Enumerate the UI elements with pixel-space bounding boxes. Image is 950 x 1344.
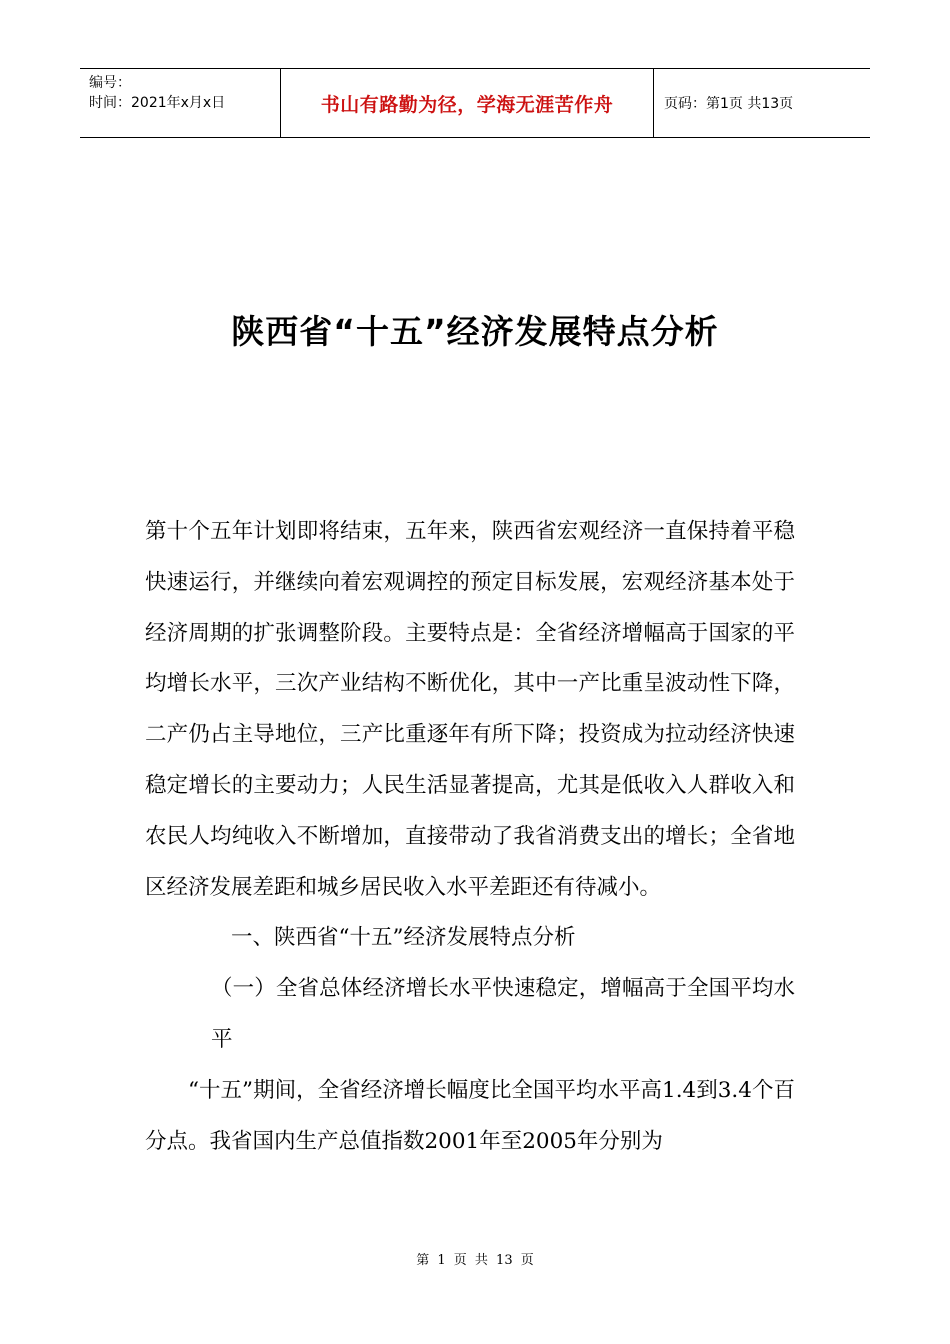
document-title: 陕西省“十五”经济发展特点分析 bbox=[231, 312, 719, 351]
subsection-heading-text: （一）全省总体经济增长水平快速稳定，增幅高于全国平均水平 bbox=[211, 976, 795, 1052]
page-header bbox=[80, 68, 870, 138]
header-motto: 书山有路勤为径，学海无涯苦作舟 bbox=[280, 69, 654, 137]
page-footer: 第 1 页 共 13 页 bbox=[416, 1253, 534, 1268]
subsection-heading bbox=[145, 964, 795, 1066]
document-date-label: 时间：2021年x月x日 bbox=[89, 95, 226, 111]
section-heading: 一、陕西省“十五”经济发展特点分析 bbox=[231, 925, 576, 951]
header-page-info: 页码：第1页 共13页 bbox=[664, 96, 794, 112]
header-meta bbox=[80, 69, 280, 137]
document-number-label: 编号： bbox=[89, 75, 131, 91]
body-paragraph: “十五”期间，全省经济增长幅度比全国平均水平高1.4到3.4个百分点。我省国内生产总值指数2001年至2005年分别为 bbox=[145, 1077, 795, 1154]
document-body bbox=[145, 507, 795, 1167]
intro-paragraph: 第十个五年计划即将结束，五年来，陕西省宏观经济一直保持着平稳快速运行，并继续向着宏观调控的预定目标发展，宏观经济基本处于经济周期的扩张调整阶段。主要特点是：全省经济增幅高于国家的平均增长水平，三次产业结构不断优化，其中一产比重呈波动性下降，二产仍占主导地位，三产比重逐年有所下降；投资成为拉动经济快速稳定增长的主要动力；人民生活显著提高，尤其是低收入人群收入和农民人均纯收入不断增加，直接带动了我省消费支出的增长；全省地区经济发展差距和城乡居民收入水平差距还有待减小。 bbox=[145, 519, 795, 900]
